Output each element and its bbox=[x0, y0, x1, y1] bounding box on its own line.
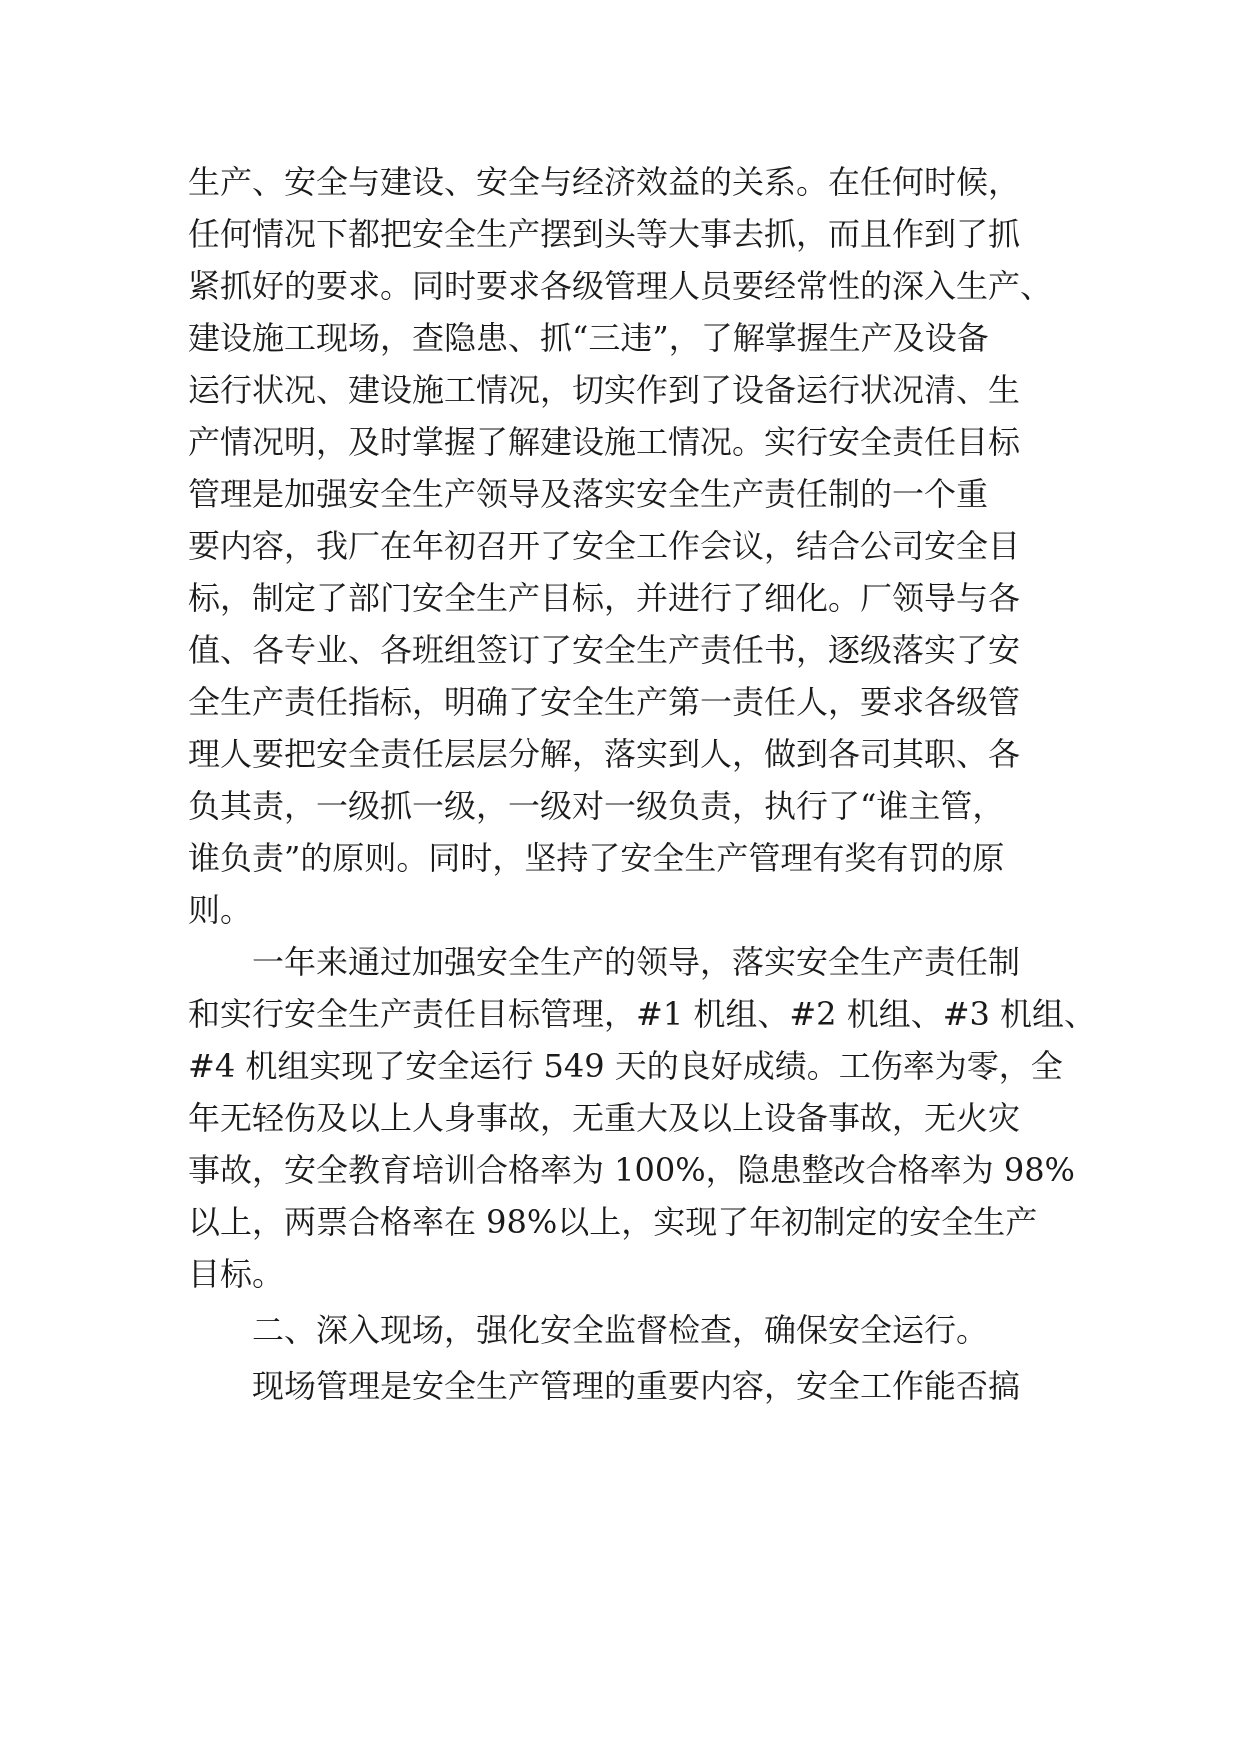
text-line: 谁负责”的原则。同时，坚持了安全生产管理有奖有罚的原 bbox=[188, 839, 1005, 877]
text-line: 目标。 bbox=[188, 1255, 285, 1293]
text-line: 值、各专业、各班组签订了安全生产责任书，逐级落实了安 bbox=[188, 631, 1021, 669]
text-line: 和实行安全生产责任目标管理，#1 机组、#2 机组、#3 机组、 bbox=[188, 995, 1097, 1033]
text-line: 管理是加强安全生产领导及落实安全生产责任制的一个重 bbox=[188, 475, 989, 513]
text-line: 任何情况下都把安全生产摆到头等大事去抓，而且作到了抓 bbox=[188, 215, 1021, 253]
section-heading: 二、深入现场，强化安全监督检查，确保安全运行。 bbox=[252, 1311, 989, 1349]
text-line: 运行状况、建设施工情况，切实作到了设备运行状况清、生 bbox=[188, 371, 1021, 409]
text-line: 则。 bbox=[188, 891, 253, 929]
text-line: 以上，两票合格率在 98%以上，实现了年初制定的安全生产 bbox=[188, 1203, 1038, 1241]
text-line: 生产、安全与建设、安全与经济效益的关系。在任何时候， bbox=[188, 163, 1021, 201]
text-line: 建设施工现场，查隐患、抓“三违”，了解掌握生产及设备 bbox=[188, 319, 989, 357]
text-line: 标，制定了部门安全生产目标，并进行了细化。厂领导与各 bbox=[188, 579, 1021, 617]
text-line: #4 机组实现了安全运行 549 天的良好成绩。工伤率为零，全 bbox=[188, 1047, 1063, 1085]
text-line: 要内容，我厂在年初召开了安全工作会议，结合公司安全目 bbox=[188, 527, 1021, 565]
text-line: 理人要把安全责任层层分解，落实到人，做到各司其职、各 bbox=[188, 735, 1021, 773]
text-line: 紧抓好的要求。同时要求各级管理人员要经常性的深入生产、 bbox=[188, 267, 1053, 305]
text-line: 产情况明，及时掌握了解建设施工情况。实行安全责任目标 bbox=[188, 423, 1021, 461]
text-line: 事故，安全教育培训合格率为 100%，隐患整改合格率为 98% bbox=[188, 1151, 1075, 1189]
paragraph-first-line: 现场管理是安全生产管理的重要内容，安全工作能否搞 bbox=[252, 1367, 1021, 1405]
text-line: 负其责，一级抓一级，一级对一级负责，执行了“谁主管， bbox=[188, 787, 1005, 825]
paragraph-first-line: 一年来通过加强安全生产的领导，落实安全生产责任制 bbox=[252, 943, 1021, 981]
text-line: 年无轻伤及以上人身事故，无重大及以上设备事故，无火灾 bbox=[188, 1099, 1021, 1137]
text-line: 全生产责任指标，明确了安全生产第一责任人，要求各级管 bbox=[188, 683, 1021, 721]
